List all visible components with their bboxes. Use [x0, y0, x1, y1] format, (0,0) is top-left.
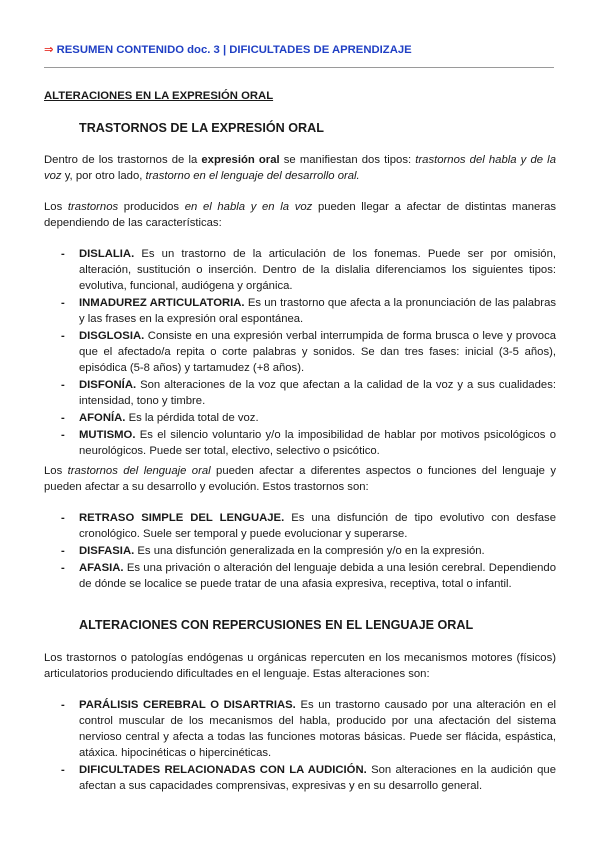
list-item-audicion: - DIFICULTADES RELACIONADAS CON LA AUDICIÓN. Son alteraciones en la audición que afectan a sus capacidades comprensivas, expresivas y en su desarrollo general. [61, 764, 556, 792]
dash-bullet: - [61, 429, 65, 441]
intro-paragraph-2: Los trastornos producidos en el habla y en la voz pueden llegar a afectar de distintas maneras dependiendo de las características: [44, 201, 557, 229]
dash-bullet: - [61, 764, 65, 776]
heading-alteraciones: ALTERACIONES CON REPERCUSIONES EN EL LENGUAJE ORAL [79, 618, 474, 632]
list-item-retraso: - RETRASO SIMPLE DEL LENGUAJE. Es una disfunción de tipo evolutivo con desfase cronológico. Suele ser temporal y puede evolucionar y superarse. [61, 512, 556, 540]
dash-bullet: - [61, 379, 65, 391]
list-item-mutismo: - MUTISMO. Es el silencio voluntario y/o la imposibilidad de hablar por motivos psicológicos o neurológicos. Puede ser total, electivo, selectivo o psicótico. [61, 429, 556, 457]
header-divider [44, 67, 554, 68]
language-disorders-paragraph: Los trastornos del lenguaje oral pueden afectar a diferentes aspectos o funciones del lenguaje y pueden afectar a su desarrollo y evolución. Estos trastornos son: [44, 465, 557, 493]
heading-trastornos: TRASTORNOS DE LA EXPRESIÓN ORAL [79, 121, 324, 135]
list-item-disglosia: - DISGLOSIA. Consiste en una expresión verbal interrumpida de forma brusca o leve y provoca que el afectado/a repita o corte palabras y sonidos. Se dan tres fases: inicial (3-5 años), episódica (5-8 años) y tartamudez (+8 años). [61, 330, 556, 374]
dash-bullet: - [61, 248, 65, 260]
list-item-inmadurez: - INMADUREZ ARTICULATORIA. Es un trastorno que afecta a la pronunciación de las palabras y las frases en la expresión oral espontánea. [61, 297, 557, 325]
dash-bullet: - [61, 297, 65, 309]
organic-disorders-paragraph: Los trastornos o patologías endógenas u orgánicas repercuten en los mecanismos motores (físicos) articulatorios produciendo dificultades en el lenguaje. Estas alteraciones son: [44, 652, 556, 680]
list-item-disfonia: - DISFONÍA. Son alteraciones de la voz que afectan a la calidad de la voz y a sus cualidades: intensidad, tono y timbre. [61, 379, 556, 407]
bold-term: expresión oral [201, 154, 280, 166]
section-title: ALTERACIONES EN LA EXPRESIÓN ORAL [44, 90, 274, 102]
dash-bullet: - [61, 562, 65, 574]
dash-bullet: - [61, 699, 65, 711]
dash-bullet: - [61, 330, 65, 342]
organic-disorders-list [44, 697, 556, 795]
dash-bullet: - [61, 412, 65, 424]
document-header [44, 43, 556, 56]
language-disorders-list [44, 510, 556, 593]
list-item-afonia: - AFONÍA. Es la pérdida total de voz. [61, 412, 259, 424]
list-item-afasia: - AFASIA. Es una privación o alteración del lenguaje debida a una lesión cerebral. Dependiendo de dónde se localice se puede tratar de una afasia expresiva, receptiva, total o infantil. [61, 562, 556, 590]
header-title: RESUMEN CONTENIDO doc. 3 | DIFICULTADES DE APRENDIZAJE [56, 44, 412, 56]
list-item-dislalia: - DISLALIA. Es un trastorno de la articulación de los fonemas. Puede ser por omisión, alteración, sustitución o inserción. Dentro de la dislalia diferenciamos los siguientes tipos: evolutiva, funcional, audiógena y orgánica. [61, 248, 556, 292]
list-item-paralisis: - PARÁLISIS CEREBRAL O DISARTRIAS. Es un trastorno causado por una alteración en el control muscular de los mecanismos del habla, producido por una afectación del sistema nervioso central y afecta a todas las funciones motoras básicas. Puede ser flácida, espástica, atáxica. hipocinéticas o hipercinéticas. [61, 699, 557, 759]
dash-bullet: - [61, 545, 65, 557]
arrow-icon: ⇒ [44, 44, 54, 56]
intro-paragraph-1: Dentro de los trastornos de la expresión oral se manifiestan dos tipos: trastornos del habla y de la voz y, por otro lado, trastorno en el lenguaje del desarrollo oral. [44, 154, 556, 182]
speech-disorders-list [44, 246, 556, 460]
list-item-disfasia: - DISFASIA. Es una disfunción generalizada en la compresión y/o en la expresión. [61, 545, 485, 557]
dash-bullet: - [61, 512, 65, 524]
